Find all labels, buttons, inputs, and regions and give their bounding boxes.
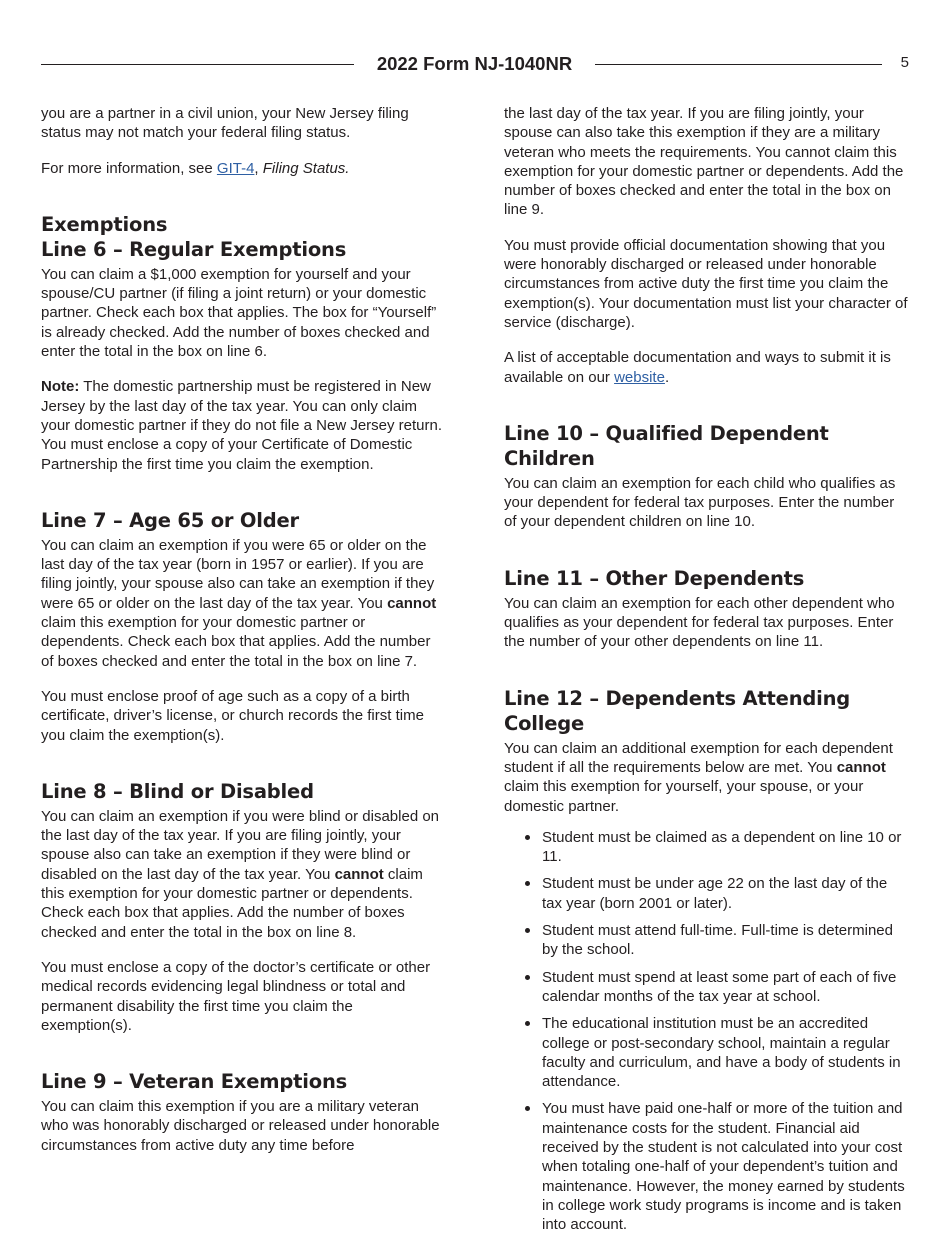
git4-link[interactable]: GIT-4 [216, 159, 255, 177]
list-period: . [664, 368, 670, 386]
line8-text-a: You can claim an exemption if you were blind or disabled on the last day of the tax year. If you are filing jointly, your spouse also can take an exemption if they were blind or disabled on the last day of the tax year. You [41, 807, 440, 883]
exemptions-heading: Exemptions [41, 212, 168, 236]
line9-list-paragraph [504, 348, 910, 387]
line6-heading: Line 6 – Regular Exemptions [41, 237, 347, 261]
line7-heading: Line 7 – Age 65 or Older [41, 508, 299, 532]
list-item: Student must attend full-time. Full-time is determined by the school. [542, 921, 910, 960]
note-text: The domestic partnership must be registered in New Jersey by the last day of the tax year. You can only claim your domestic partner if they do not file a New Jersey return. You must enclose a copy of your Certificate of Domestic Partnership the first time you claim the exemption. [41, 378, 443, 473]
college-requirements-list [504, 828, 910, 1235]
line8-paragraph [41, 807, 446, 942]
more-info-prefix: For more information, see [41, 159, 217, 177]
line12-cannot: cannot [836, 758, 886, 776]
line6-paragraph: You can claim a $1,000 exemption for yourself and your spouse/CU partner (if filing a joint return) or your domestic partner. Check each box that applies. The box for “Yourself” is already checked. Add the number of boxes checked and enter the total in the box on line 6. [41, 265, 437, 361]
header-rule-left [41, 64, 354, 65]
website-link[interactable]: website [614, 368, 665, 386]
line12-text-a: You can claim an additional exemption for each dependent student if all the requirements below are met. You [504, 739, 893, 776]
list-item: The educational institution must be an accredited college or post-secondary school, maintain a regular faculty and curriculum, and have a body of students in attendance. [542, 1014, 910, 1091]
line7-cannot: cannot [387, 594, 437, 612]
list-item: Student must spend at least some part of each of five calendar months of the tax year at school. [542, 968, 910, 1007]
list-item: Student must be under age 22 on the last day of the tax year (born 2001 or later). [542, 874, 910, 913]
more-info-paragraph [41, 159, 446, 178]
line8-cannot: cannot [334, 865, 384, 883]
list-item: Student must be claimed as a dependent on line 10 or 11. [542, 828, 910, 867]
header-rule-right [595, 64, 882, 65]
line7-proof-paragraph: You must enclose proof of age such as a copy of a birth certificate, driver’s license, or church records the first time you claim the exemption(s). [41, 687, 424, 744]
note-label: Note: [41, 378, 80, 396]
line9-heading: Line 9 – Veteran Exemptions [41, 1070, 348, 1094]
line12-heading: Line 12 – Dependents Attending College [504, 686, 851, 735]
page-header [41, 50, 909, 80]
more-info-title: Filing Status. [262, 159, 350, 177]
line10-heading: Line 10 – Qualified Dependent Children [504, 421, 829, 470]
line8-text-b: claim this exemption for your domestic partner or dependents. Check each box that applies. Add the number of boxes checked and enter the total in the box on line 8. [41, 865, 423, 941]
line6-note [41, 377, 446, 473]
line7-text-a: You can claim an exemption if you were 65 or older on the last day of the tax year (born in 1957 or earlier). If you are filing jointly, your spouse also can take an exemption if they were 65 or older on the last day of the tax year. You [41, 536, 435, 612]
line10-paragraph: You can claim an exemption for each child who qualifies as your dependent for federal tax purposes. Enter the number of your dependent children on line 10. [504, 474, 896, 531]
line7-text-b: claim this exemption for your domestic partner or dependents. Check each box that applies. Add the number of boxes checked and enter the total in the box on line 7. [41, 614, 431, 670]
left-column [41, 104, 446, 1171]
line11-heading: Line 11 – Other Dependents [504, 566, 805, 590]
intro-paragraph: you are a partner in a civil union, your New Jersey filing status may not match your federal filing status. [41, 105, 409, 142]
line8-doctor-paragraph: You must enclose a copy of the doctor’s certificate or other medical records evidencing legal blindness or total and permanent disability the first time you claim the exemption(s). [41, 958, 431, 1034]
line9-documentation-paragraph: You must provide official documentation showing that you were honorably discharged or released under honorable circumstances from active duty the first time you claim the exemption(s). Your documentation must list your character of service (discharge). [504, 236, 908, 331]
line9-continued-paragraph: the last day of the tax year. If you are filing jointly, your spouse can also take this exemption if they are a military veteran who meets the requirements. You cannot claim this exemption for your domestic partner or dependents. Add the number of boxes checked and enter the total in the box on line 9. [504, 105, 904, 219]
form-title: 2022 Form NJ-1040NR [376, 53, 573, 74]
line8-heading: Line 8 – Blind or Disabled [41, 779, 314, 803]
line12-text-b: claim this exemption for yourself, your spouse, or your domestic partner. [504, 778, 864, 815]
line7-paragraph [41, 536, 446, 671]
line9-paragraph: You can claim this exemption if you are a military veteran who was honorably discharged or released under honorable circumstances from active duty any time before [41, 1098, 440, 1154]
page-number: 5 [900, 54, 909, 71]
line11-paragraph: You can claim an exemption for each other dependent who qualifies as your dependent for federal tax purposes. Enter the number of your other dependents on line 11. [504, 594, 895, 651]
right-column [504, 104, 910, 1242]
list-item: You must have paid one-half or more of the tuition and maintenance costs for the student. Financial aid received by the student is not calculated into your cost when totaling one-half of your dependent’s tuition and maintenance. However, the money earned by students in college work study programs is income and is taken into account. [542, 1099, 910, 1234]
line12-paragraph [504, 739, 910, 816]
list-text: A list of acceptable documentation and ways to submit it is available on our [504, 349, 891, 386]
more-info-separator: , [254, 159, 263, 177]
